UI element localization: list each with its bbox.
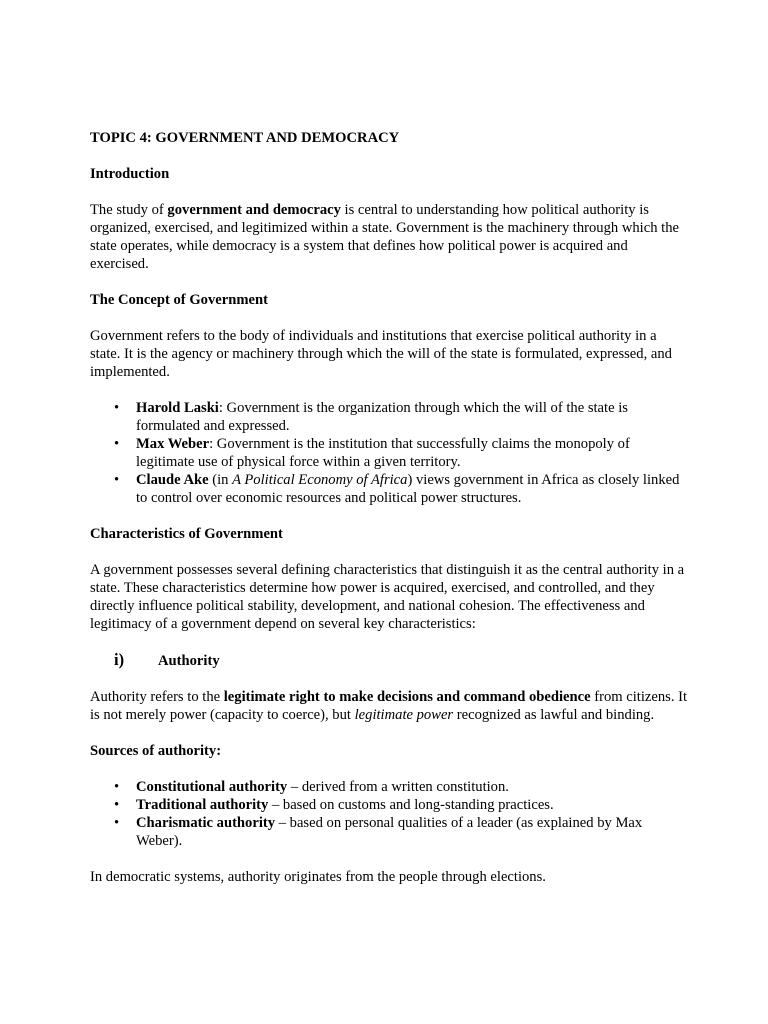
heading-introduction: Introduction <box>90 166 170 182</box>
document-body <box>90 129 690 886</box>
list-item: • Charismatic authority – based on personal qualities of a leader (as explained by Max Weber). <box>136 814 690 850</box>
item-number: i) <box>114 650 125 669</box>
list-item: • Constitutional authority – derived from a written constitution. <box>136 778 690 796</box>
list-item: • Max Weber: Government is the institution that successfully claims the monopoly of legitimate use of physical force within a given territory. <box>136 435 690 471</box>
numbered-heading-authority <box>90 651 690 670</box>
characteristics-paragraph: A government possesses several defining characteristics that distinguish it as the central authority in a state. These characteristics determine how power is acquired, exercised, and controlled, and they directly influence political stability, development, and national cohesion. The effectiveness and legitimacy of a government depend on several key characteristics: <box>90 562 685 632</box>
heading-sources: Sources of authority: <box>90 743 222 759</box>
heading-characteristics: Characteristics of Government <box>90 526 283 542</box>
list-item: • Harold Laski: Government is the organization through which the will of the state is formulated and expressed. <box>136 399 690 435</box>
intro-emphasis: government and democracy <box>167 202 341 218</box>
list-item: • Traditional authority – based on customs and long-standing practices. <box>136 796 690 814</box>
item-title: Authority <box>158 653 220 669</box>
heading-concept: The Concept of Government <box>90 292 268 308</box>
closing-paragraph: In democratic systems, authority originates from the people through elections. <box>90 869 546 885</box>
concept-paragraph: Government refers to the body of individuals and institutions that exercise political authority in a state. It is the agency or machinery through which the will of the state is formulated, expressed, and implemented. <box>90 328 672 380</box>
authority-paragraph: Authority refers to the legitimate right to make decisions and command obedience from citizens. It is not merely power (capacity to coerce), but legitimate power recognized as lawful and binding. <box>90 689 688 723</box>
document-title: TOPIC 4: GOVERNMENT AND DEMOCRACY <box>90 130 400 146</box>
sources-list <box>90 778 690 850</box>
definitions-list <box>90 399 690 507</box>
list-item: • Claude Ake (in A Political Economy of Africa) views government in Africa as closely linked to control over economic resources and political power structures. <box>136 471 690 507</box>
intro-paragraph: The study of government and democracy is central to understanding how political authority is organized, exercised, and legitimized within a state. Government is the machinery through which the state operates, while democracy is a system that defines how political power is acquired and exercised. <box>90 202 679 272</box>
